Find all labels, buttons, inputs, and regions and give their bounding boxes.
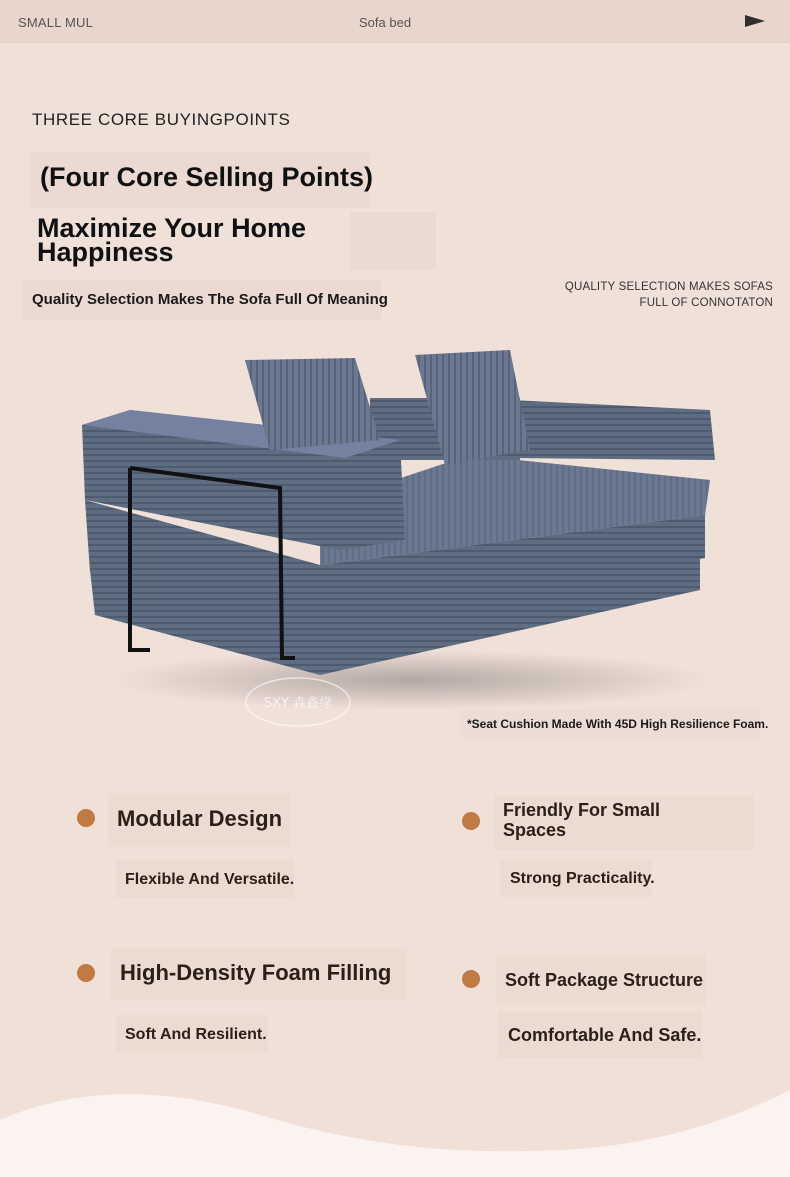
quality-caption-line2: FULL OF CONNOTATON	[639, 297, 773, 309]
main-title: Maximize Your Home Happiness	[37, 213, 307, 267]
sofa-bed-image	[70, 340, 730, 730]
brand-label: SMALL MUL	[18, 15, 94, 30]
feature-desc-foam: Soft And Resilient.	[125, 1026, 267, 1043]
subtitle: Quality Selection Makes The Sofa Full Of Meaning	[32, 291, 388, 308]
arrow-right-icon[interactable]	[744, 14, 766, 28]
eyebrow-heading: THREE CORE BUYINGPOINTS	[32, 110, 291, 129]
page-title: Sofa bed	[359, 15, 412, 30]
bullet-dot-icon	[462, 812, 480, 830]
feature-title-foam: High-Density Foam Filling	[120, 960, 392, 985]
feature-title-small-spaces: Friendly For Small Spaces	[503, 800, 661, 840]
feature-title-modular: Modular Design	[117, 806, 283, 831]
bullet-dot-icon	[462, 970, 480, 988]
feature-desc-small-spaces: Strong Practicality.	[510, 870, 655, 887]
bullet-dot-icon	[77, 964, 95, 982]
paren-title-box	[30, 152, 374, 208]
foam-note-box	[460, 710, 769, 738]
quality-caption	[565, 279, 773, 311]
quality-caption-line1: QUALITY SELECTION MAKES SOFAS	[564, 281, 773, 293]
feature-desc-modular: Flexible And Versatile.	[125, 871, 295, 888]
foam-note: *Seat Cushion Made With 45D High Resilience Foam.	[467, 717, 769, 731]
decorative-box	[350, 212, 436, 270]
paren-title: (Four Core Selling Points)	[40, 162, 374, 192]
bullet-dot-icon	[77, 809, 95, 827]
feature-desc-soft-package: Comfortable And Safe.	[508, 1025, 702, 1045]
bottom-wave-decoration	[0, 1080, 790, 1177]
watermark: SXY 森鑫缘	[263, 696, 333, 711]
top-bar	[0, 0, 790, 43]
feature-title-soft-package: Soft Package Structure	[505, 970, 704, 990]
